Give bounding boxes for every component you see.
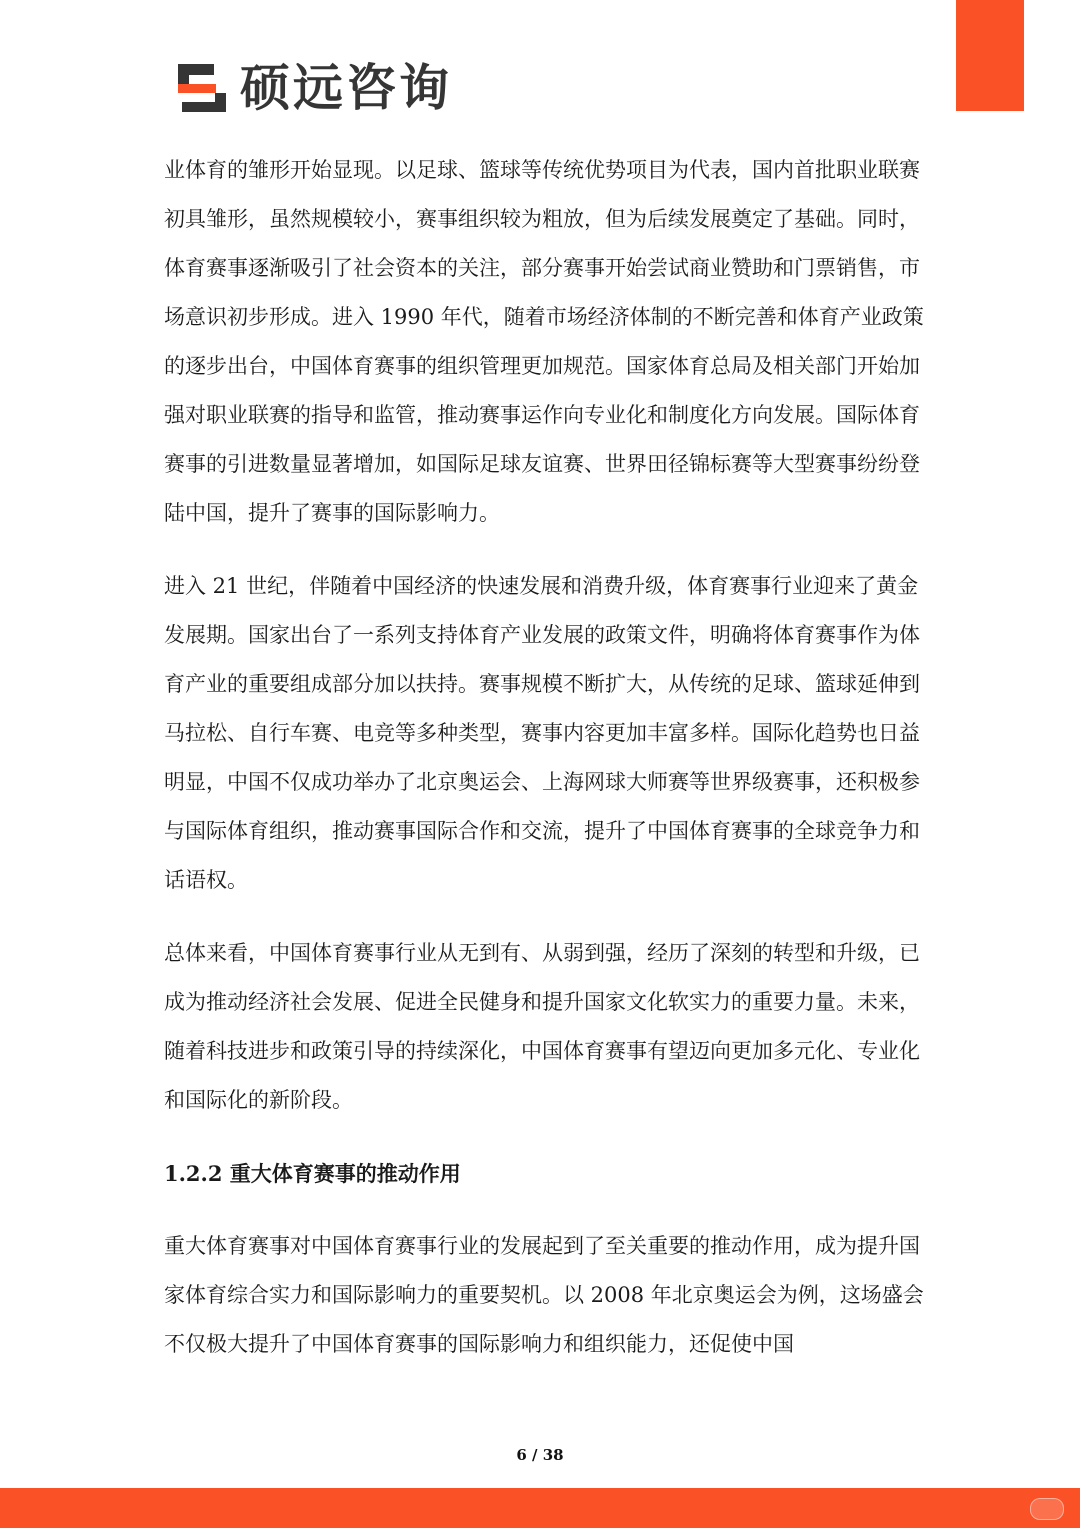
corner-accent-tab [956,0,1024,111]
section-heading: 1.2.2 重大体育赛事的推动作用 [164,1161,461,1186]
body-paragraph-2: 进入 21 世纪，伴随着中国经济的快速发展和消费升级，体育赛事行业迎来了黄金发展期。国家出台了一系列支持体育产业发展的政策文件，明确将体育赛事作为体育产业的重要组成部分加以扶持。赛事规模不断扩大，从传统的足球、篮球延伸到马拉松、自行车赛、电竞等多种类型，赛事内容更加丰富多样。国际化趋势也日益明显，中国不仅成功举办了北京奥运会、上海网球大师赛等世界级赛事，还积极参与国际体育组织，推动赛事国际合作和交流，提升了中国体育赛事的全球竞争力和话语权。 [164,574,920,892]
body-paragraph-3: 总体来看，中国体育赛事行业从无到有、从弱到强，经历了深刻的转型和升级，已成为推动经济社会发展、促进全民健身和提升国家文化软实力的重要力量。未来，随着科技进步和政策引导的持续深化，中国体育赛事有望迈向更加多元化、专业化和国际化的新阶段。 [164,941,920,1112]
page-number: 6 / 38 [516,1446,564,1464]
document-body [164,146,924,1369]
watermark-badge [1030,1498,1064,1520]
company-logo [176,58,452,118]
logo-mark-icon [176,62,232,114]
body-paragraph-1: 业体育的雏形开始显现。以足球、篮球等传统优势项目为代表，国内首批职业联赛初具雏形，虽然规模较小，赛事组织较为粗放，但为后续发展奠定了基础。同时，体育赛事逐渐吸引了社会资本的关注，部分赛事开始尝试商业赞助和门票销售，市场意识初步形成。进入 1990 年代，随着市场经济体制的不断完善和体育产业政策的逐步出台，中国体育赛事的组织管理更加规范。国家体育总局及相关部门开始加强对职业联赛的指导和监管，推动赛事运作向专业化和制度化方向发展。国际体育赛事的引进数量显著增加，如国际足球友谊赛、世界田径锦标赛等大型赛事纷纷登陆中国，提升了赛事的国际影响力。 [164,158,924,525]
footer-accent-bar [0,1488,1080,1528]
logo-text: 硕远咨询 [240,59,452,117]
section-paragraph: 重大体育赛事对中国体育赛事行业的发展起到了至关重要的推动作用，成为提升国家体育综合实力和国际影响力的重要契机。以 2008 年北京奥运会为例，这场盛会不仅极大提升了中国体育赛事的国际影响力和组织能力，还促使中国 [164,1234,924,1356]
